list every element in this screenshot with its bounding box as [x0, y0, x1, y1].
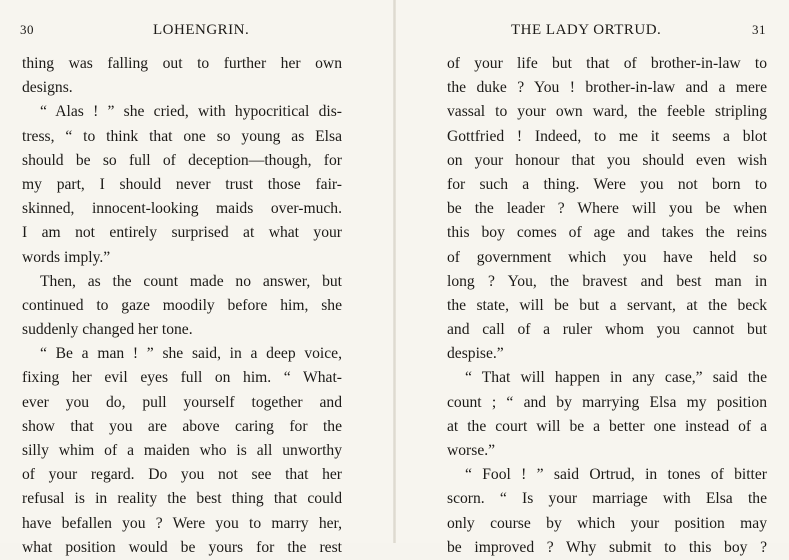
right-page: [395, 0, 789, 556]
text-line: ever you do, pull yourself together and: [22, 393, 342, 411]
text-line: the duke ? You ! brother-in-law and a mere: [447, 79, 767, 97]
text-line: long ? You, the bravest and best man in: [447, 272, 767, 290]
text-line: and call of a ruler whom you cannot but: [447, 321, 767, 339]
text-line: refusal is in reality the best thing that could: [22, 490, 342, 508]
text-line: the state, will be but a servant, at the beck: [447, 296, 767, 314]
text-line: vassal to your own ward, the feeble stripling: [447, 103, 767, 121]
left-page: [0, 0, 394, 556]
text-line: for such a thing. Were you not born to: [447, 175, 767, 193]
text-line: be improved ? Why submit to this boy ?: [447, 538, 767, 556]
text-line: thing was falling out to further her own: [22, 55, 342, 72]
text-line: designs.: [22, 79, 73, 97]
text-line: Then, as the count made no answer, but: [40, 272, 342, 290]
text-line: continued to gaze moodily before him, she: [22, 296, 342, 314]
text-line: fixing her evil eyes full on him. “ What-: [22, 369, 342, 387]
text-line: suddenly changed her tone.: [22, 321, 193, 339]
text-line: of government which you have held so: [447, 248, 767, 266]
text-line: “ Fool ! ” said Ortrud, in tones of bitter: [465, 466, 767, 484]
right-page-number: 31: [752, 22, 766, 37]
text-line: should be so full of deception—though, for: [22, 151, 342, 169]
left-page-text: [22, 52, 342, 560]
text-line: despise.”: [447, 345, 504, 363]
right-running-head: THE LADY ORTRUD.: [511, 22, 662, 38]
text-line: what position would be yours for the rest: [22, 538, 342, 556]
text-line: “ That will happen in any case,” said the: [465, 369, 767, 387]
text-line: of your life but that of brother-in-law to: [447, 55, 767, 72]
text-line: skinned, innocent-looking maids over-much.: [22, 200, 342, 218]
text-line: count ; “ and by marrying Elsa my position: [447, 393, 767, 411]
text-line: this boy comes of age and takes the reins: [447, 224, 767, 242]
text-line: I am not entirely surprised at what your: [22, 224, 342, 242]
text-line: tress, “ to think that one so young as Elsa: [22, 127, 342, 145]
text-line: scorn. “ Is your marriage with Elsa the: [447, 490, 767, 508]
text-line: worse.”: [447, 442, 496, 459]
text-line: silly whim of a maiden who is all unworthy: [22, 442, 342, 459]
text-line: be the leader ? Where will you be when: [447, 200, 767, 218]
text-line: of your regard. Do you not see that her: [22, 466, 342, 484]
text-line: Gottfried ! Indeed, to me it seems a blot: [447, 127, 767, 145]
text-line: at the court will be a better one instead of a: [447, 417, 767, 435]
text-line: on your honour that you should even wish: [447, 151, 767, 169]
text-line: “ Be a man ! ” she said, in a deep voice,: [40, 345, 342, 363]
left-page-number: 30: [20, 22, 34, 37]
text-line: show that you are above caring for the: [22, 417, 342, 435]
text-line: have befallen you ? Were you to marry her,: [22, 514, 342, 532]
text-line: my part, I should never trust those fair-: [22, 175, 342, 193]
text-line: “ Alas ! ” she cried, with hypocritical dis-: [40, 103, 342, 121]
text-line: words imply.”: [22, 248, 111, 266]
text-line: only course by which your position may: [447, 514, 767, 532]
right-page-text: [447, 52, 767, 560]
left-running-head: LOHENGRIN.: [153, 22, 250, 38]
